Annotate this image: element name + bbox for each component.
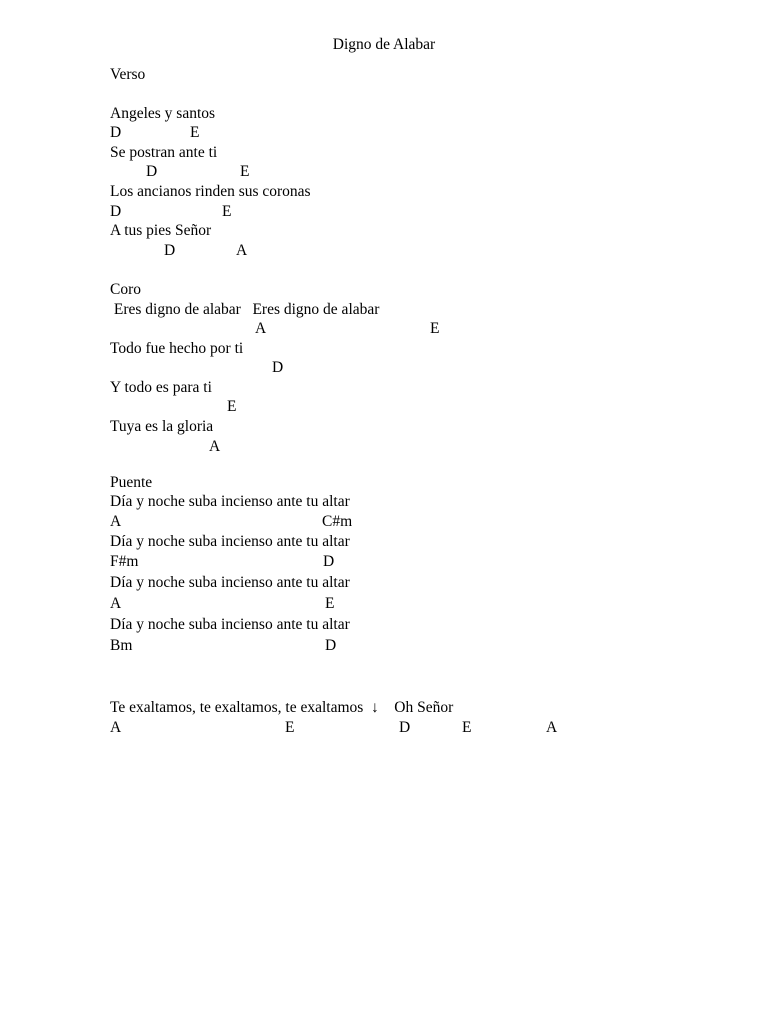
- chord: E: [240, 163, 250, 180]
- lyric-line: Todo fue hecho por ti: [110, 340, 244, 357]
- chord: D: [272, 359, 284, 376]
- lyric-line: Tuya es la gloria: [110, 418, 214, 435]
- chord: A: [255, 320, 267, 337]
- chord: A: [546, 719, 558, 736]
- lyric-line: A tus pies Señor: [110, 222, 212, 239]
- chord: A: [110, 595, 122, 612]
- chord: A: [209, 438, 221, 455]
- chord: A: [236, 242, 248, 259]
- lyric-line: Se postran ante ti: [110, 144, 218, 161]
- chord: D: [110, 124, 122, 141]
- chord: D: [146, 163, 158, 180]
- lyric-line-final: Te exaltamos, te exaltamos, te exaltamos ↓ Oh Señor: [110, 699, 454, 716]
- chord: E: [325, 595, 335, 612]
- chord: D: [323, 553, 335, 570]
- lyric-line: Angeles y santos: [110, 105, 216, 122]
- song-title: Digno de Alabar: [332, 36, 436, 53]
- chord: A: [110, 513, 122, 530]
- lyric-line: Y todo es para ti: [110, 379, 212, 396]
- chord: F#m: [110, 553, 139, 570]
- chord: A: [110, 719, 122, 736]
- chord: D: [110, 203, 122, 220]
- section-heading-verso: Verso: [110, 66, 146, 83]
- chord: D: [399, 719, 411, 736]
- lyric-line: Eres digno de alabar Eres digno de alabar: [110, 301, 380, 318]
- chord: E: [462, 719, 472, 736]
- lyric-line: Los ancianos rinden sus coronas: [110, 183, 311, 200]
- chord: E: [227, 398, 237, 415]
- chord: E: [222, 203, 232, 220]
- chord: C#m: [322, 513, 353, 530]
- section-heading-puente: Puente: [110, 474, 153, 491]
- lyric-line: Día y noche suba incienso ante tu altar: [110, 574, 350, 591]
- chord: E: [190, 124, 200, 141]
- chord: D: [325, 637, 337, 654]
- lyric-line: Día y noche suba incienso ante tu altar: [110, 533, 350, 550]
- chord: E: [285, 719, 295, 736]
- chord: D: [164, 242, 176, 259]
- section-heading-coro: Coro: [110, 281, 141, 298]
- chord: E: [430, 320, 440, 337]
- chord: Bm: [110, 637, 133, 654]
- lyric-line: Día y noche suba incienso ante tu altar: [110, 616, 350, 633]
- lyric-line: Día y noche suba incienso ante tu altar: [110, 493, 350, 510]
